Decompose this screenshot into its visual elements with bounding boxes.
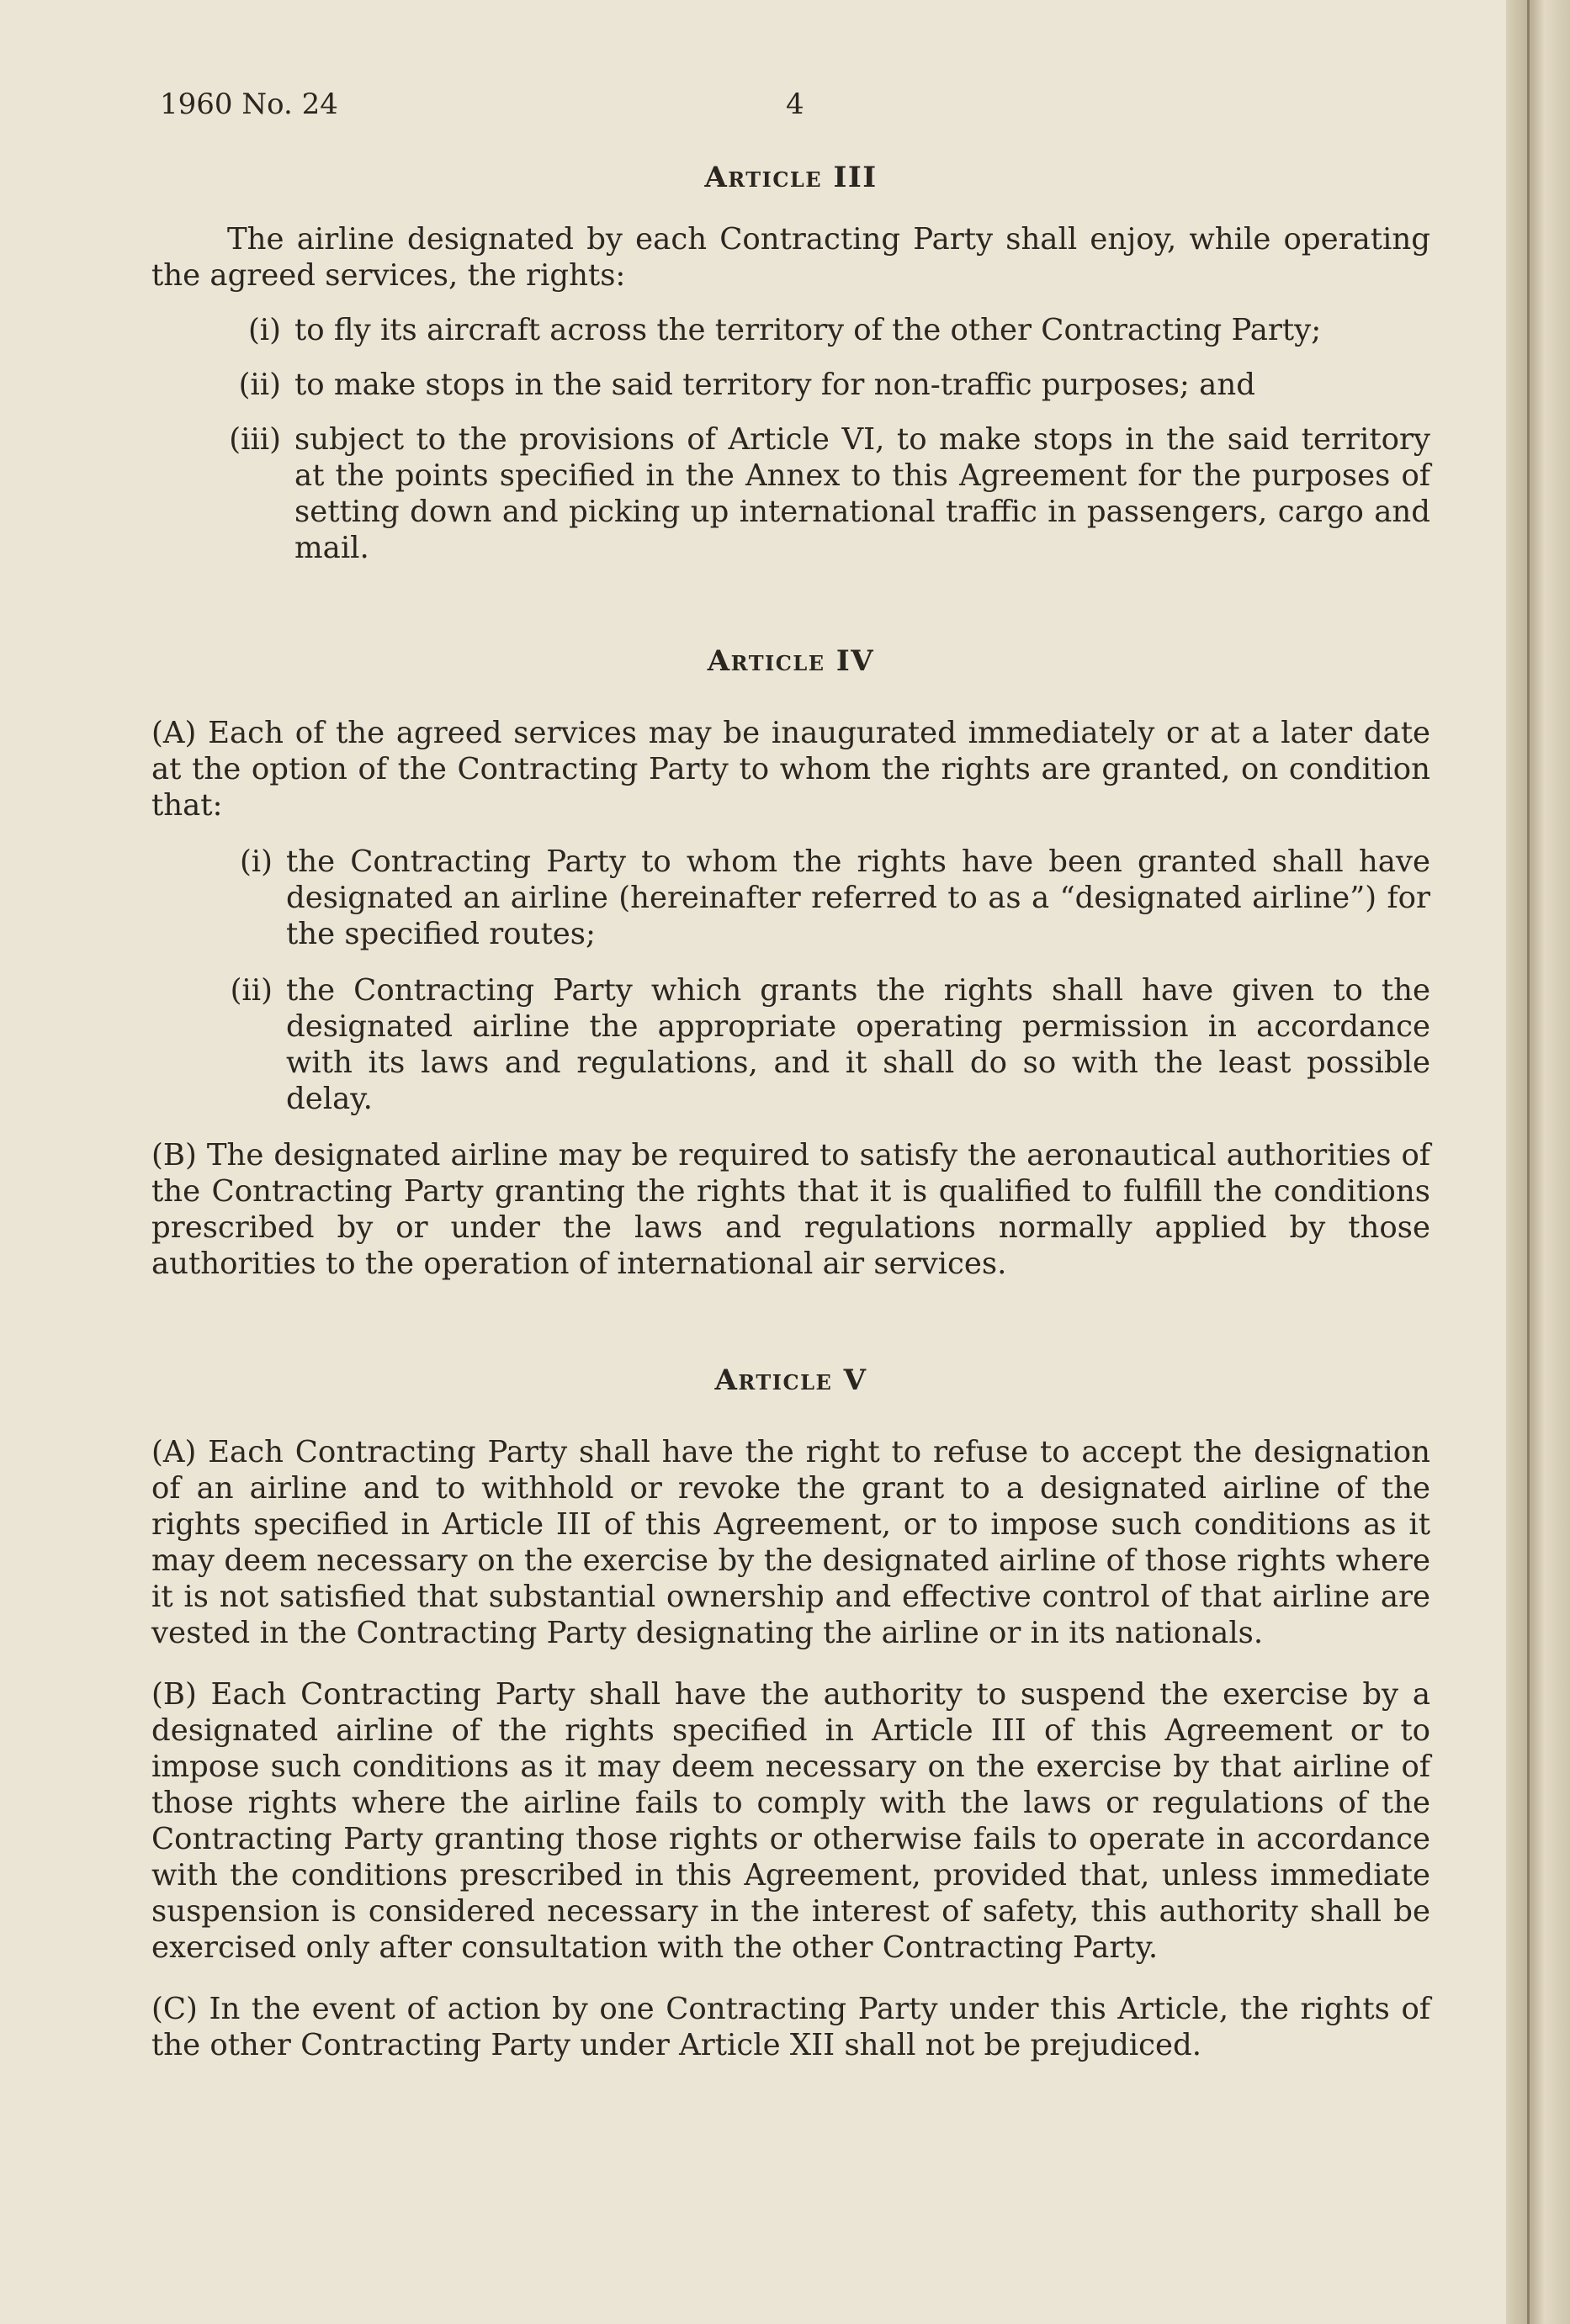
article-5-para-c: (C) In the event of action by one Contracting Party under this Article, the rights of the other Contracting Party under Article XII shall not be prejudiced.	[151, 1992, 1430, 2062]
article-5-para-b: (B) Each Contracting Party shall have the authority to suspend the exercise by a designated airline of the rights specified in Article III of this Agreement or to impose such conditions as it may deem necessary on the exercise by that airline of those rights where the airline fails to comply with the laws or regulations of the Contracting Party granting those rights or otherwise fails to operate in accordance with the conditions prescribed in this Agreement, provided that, unless immediate suspension is considered necessary in the interest of safety, this authority shall be exercised only after consultation with the other Contracting Party.	[151, 1677, 1430, 1965]
list-marker: (ii)	[238, 368, 281, 402]
article-3	[151, 160, 1430, 566]
article-4-para-b: (B) The designated airline may be required to satisfy the aeronautical authorities of the Contracting Party granting the rights that it is qualified to fulfill the conditions prescribed by or under the laws and regulations normally applied by those authorities to the operation of international air services.	[151, 1138, 1430, 1281]
list-text: the Contracting Party which grants the rights shall have given to the designated airline the appropriate operating permission in accordance with its laws and regulations, and it shall do so with the least possible delay.	[286, 973, 1430, 1116]
list-item	[151, 972, 1430, 1117]
list-text: to make stops in the said territory for non-traffic purposes; and	[294, 368, 1255, 402]
list-item	[151, 367, 1430, 403]
document-body	[151, 160, 1430, 2063]
header-year-number: 1960 No. 24	[160, 87, 338, 121]
list-text: to fly its aircraft across the territory of the other Contracting Party;	[294, 313, 1322, 347]
list-marker: (i)	[239, 844, 273, 879]
list-text: the Contracting Party to whom the rights have been granted shall have designated an airline (hereinafter referred to as a “designated airline”) for the specified routes;	[286, 844, 1430, 951]
list-marker: (i)	[247, 313, 281, 347]
page-number: 4	[786, 87, 804, 121]
article-5-heading: Article V	[714, 1363, 867, 1397]
list-marker: (iii)	[229, 422, 281, 457]
article-4-para-a: (A) Each of the agreed services may be inaugurated immediately or at a later date at the option of the Contracting Party to whom the rights are granted, on condition that:	[151, 716, 1430, 823]
book-spine	[1506, 0, 1570, 2324]
article-5	[151, 1363, 1430, 2063]
list-text: subject to the provisions of Article VI, to make stops in the said territory at the points specified in the Annex to this Agreement for the purposes of setting down and picking up international traffic in passengers, cargo and mail.	[294, 422, 1430, 565]
article-3-heading: Article III	[704, 161, 878, 194]
list-item	[151, 421, 1430, 566]
article-3-intro: The airline designated by each Contracting Party shall enjoy, while operating the agreed services, the rights:	[151, 222, 1430, 293]
article-4	[151, 643, 1430, 1282]
list-item	[151, 312, 1430, 348]
list-marker: (ii)	[230, 973, 273, 1008]
page-header	[160, 87, 1506, 121]
article-5-para-a: (A) Each Contracting Party shall have the right to refuse to accept the designation of an airline and to withhold or revoke the grant to a designated airline of the rights specified in Article III of this Agreement, or to impose such conditions as it may deem necessary on the exercise by the designated airline of those rights where it is not satisfied that substantial ownership and effective control of that airline are vested in the Contracting Party designating the airline or in its nationals.	[151, 1435, 1430, 1650]
article-4-heading: Article IV	[707, 644, 875, 678]
spine-edge	[1527, 0, 1530, 2324]
list-item	[151, 844, 1430, 952]
